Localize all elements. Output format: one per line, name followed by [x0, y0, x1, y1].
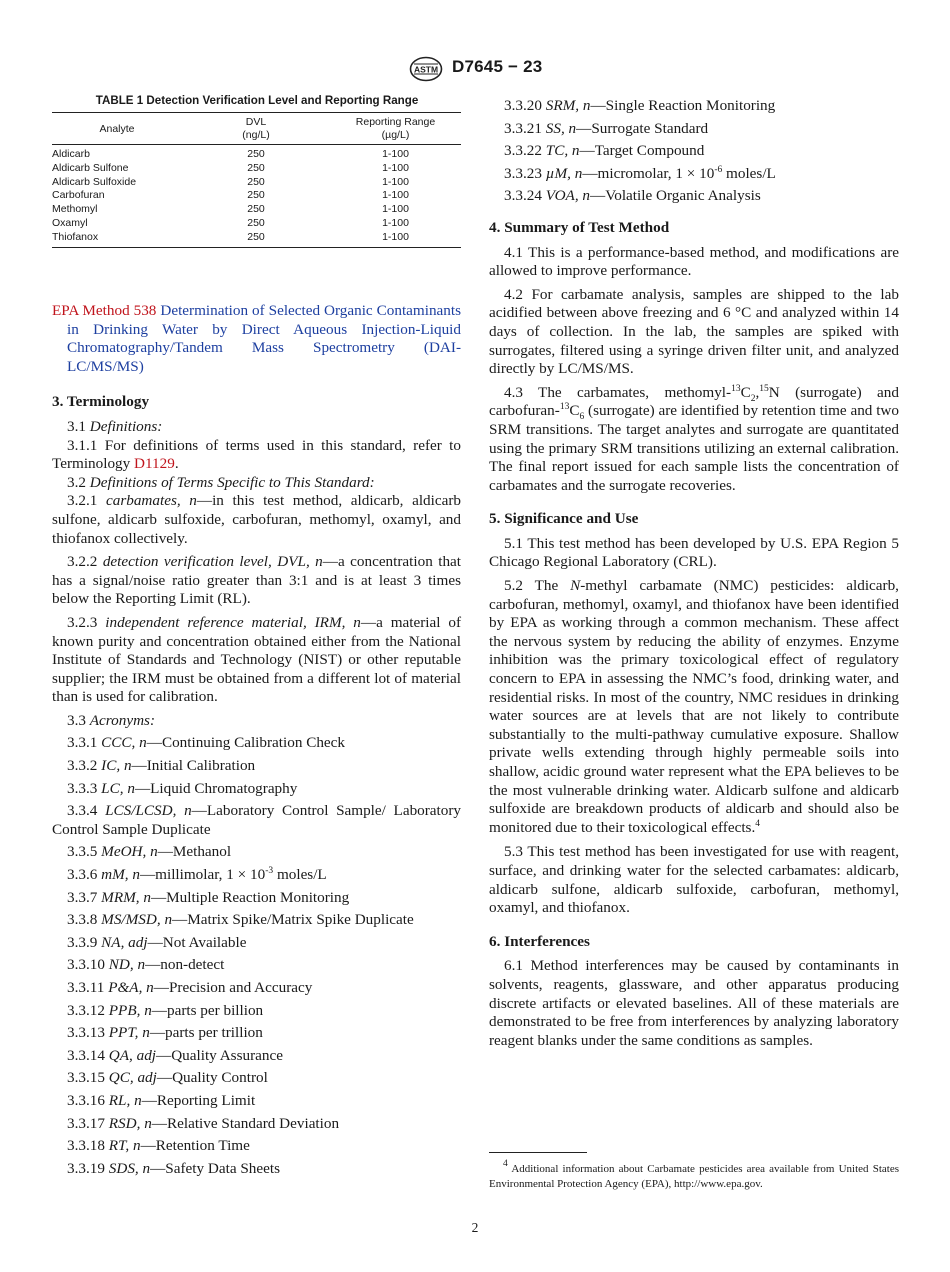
- acronym-term: LCS/LCSD, n: [105, 802, 192, 820]
- definition-text: —a material of known purity and concentration obtained either from the National Institute of Standards and Technology (NIST) or other reputable supplier; the IRM must be obtained from a different lot of material than is used for calibration.: [52, 613, 461, 706]
- acronym-text: —Relative Standard Deviation: [151, 1114, 340, 1132]
- document-id: D7645 − 23: [452, 57, 543, 76]
- para-4-3-part-d: N (surrogate) and carbofuran-: [489, 383, 899, 420]
- header-dvl-label: DVL: [245, 116, 267, 128]
- acronym-term: PPT, n: [108, 1024, 150, 1042]
- acronym-text: —Reporting Limit: [141, 1091, 256, 1109]
- acronym-term: mM, n: [101, 866, 140, 884]
- acronym-3-3-14: [52, 1047, 461, 1066]
- acronym-unit: moles/L: [273, 866, 327, 884]
- acronym-num: 3.3.20: [504, 97, 542, 114]
- isotope-sup-1: 13: [731, 383, 741, 394]
- acronym-3-3-20: [489, 97, 899, 116]
- para-3-3: [52, 712, 461, 731]
- cell-range: 1-100: [382, 175, 409, 188]
- isotope-sub-1: 2: [750, 393, 756, 404]
- acronym-num: 3.3.23: [504, 164, 542, 182]
- acronym-num: 3.3.8: [67, 911, 98, 929]
- acronym-3-3-21: [489, 120, 899, 139]
- acronym-term: RT, n: [108, 1137, 141, 1155]
- acronym-term: SDS, n: [108, 1159, 151, 1177]
- para-3-3-label: Acronyms:: [89, 711, 156, 729]
- para-3-1-1: 3.1.1 For definitions of terms used in this standard, refer to Terminology D1129.: [52, 436, 461, 473]
- acronyms-list-right: [489, 97, 899, 206]
- acronym-exponent: -3: [265, 866, 274, 877]
- acronym-text: —Continuing Calibration Check: [146, 734, 346, 752]
- acronym-text: —Target Compound: [579, 142, 705, 160]
- acronym-text: —Laboratory Control Sample/ Laboratory Control Sample Duplicate: [52, 802, 462, 838]
- para-3-1-num: 3.1: [67, 417, 86, 435]
- acronym-term: LC, n: [101, 779, 135, 797]
- acronym-text: —millimolar, 1 × 10: [139, 866, 266, 884]
- footnote-4: [489, 1159, 899, 1192]
- table-row: [52, 203, 461, 217]
- acronym-text: —Multiple Reaction Monitoring: [150, 888, 350, 906]
- acronym-unit: moles/L: [722, 164, 776, 182]
- acronym-term: QA, adj: [108, 1046, 157, 1064]
- table-header-row: [52, 113, 461, 145]
- definition-term: independent reference material, IRM, n: [105, 613, 361, 631]
- acronym-text: —non-detect: [145, 956, 225, 974]
- acronym-3-3-7: [52, 889, 461, 908]
- acronym-num: 3.3.24: [504, 187, 542, 205]
- acronym-term: RL, n: [108, 1091, 142, 1109]
- acronym-text: —parts per trillion: [149, 1024, 263, 1042]
- para-3-1: [52, 418, 461, 437]
- table-row: [52, 217, 461, 231]
- para-3-1-label: Definitions:: [89, 417, 163, 435]
- acronym-num: 3.3.10: [67, 956, 105, 974]
- reference-entry: [52, 302, 461, 376]
- acronym-3-3-11: [52, 979, 461, 998]
- acronym-term: P&A, n: [108, 979, 154, 996]
- acronym-term: VOA, n: [545, 187, 591, 205]
- acronym-term: PPB, n: [108, 1001, 152, 1019]
- table-row: [52, 231, 461, 247]
- acronym-term: ND, n: [108, 956, 146, 974]
- acronym-term: µM, n: [545, 164, 583, 182]
- reference-title-link[interactable]: Determination of Selected Organic Contaminants in Drinking Water by Direct Aqueous Injection-Liquid Chromatography/Tandem Mass Spectrometry (DAI-LC/MS/MS): [67, 302, 461, 375]
- acronym-3-3-15: [52, 1069, 461, 1088]
- isotope-sup-3: 13: [559, 402, 570, 413]
- acronym-num: 3.3.4: [67, 802, 98, 820]
- acronym-3-3-18: [52, 1137, 461, 1156]
- acronym-num: 3.3.6: [67, 866, 98, 884]
- right-column: [489, 93, 899, 1050]
- para-6-1: 6.1 Method interferences may be caused by contaminants in solvents, reagents, glassware, and other apparatus producing discrete artifacts or elevated baselines. All of these materials are demonstrated to be free from interferences by analyzing laboratory reagent blanks under the same conditions as samples.: [489, 957, 899, 1049]
- table-row: [52, 176, 461, 190]
- cell-range: 1-100: [382, 216, 409, 229]
- para-3-2-label: Definitions of Terms Specific to This Standard:: [89, 473, 375, 491]
- definition-3-2-2: [52, 553, 461, 609]
- table-body: [52, 145, 461, 248]
- definition-text: —in this test method, aldicarb, aldicarb sulfone, aldicarb sulfoxide, carbofuran, methomyl, oxamyl, and thiofanox collectively.: [52, 492, 462, 547]
- cell-range: 1-100: [382, 161, 409, 174]
- acronym-3-3-4: [52, 802, 461, 839]
- definition-term: carbamates, n: [106, 492, 197, 510]
- para-4-1: 4.1 This is a performance-based method, and modifications are allowed to improve performance.: [489, 243, 899, 280]
- acronym-text: —Quality Assurance: [156, 1046, 283, 1064]
- table-row: [52, 189, 461, 203]
- acronym-num: 3.3.5: [67, 843, 98, 861]
- acronym-text: —Not Available: [147, 933, 247, 951]
- cell-analyte: Oxamyl: [52, 216, 88, 229]
- acronym-3-3-5: [52, 843, 461, 862]
- detection-table: [52, 112, 461, 248]
- acronym-3-3-9: [52, 934, 461, 953]
- definition-3-2-1: [52, 492, 461, 548]
- header-range: [330, 113, 461, 145]
- cell-dvl: 250: [247, 216, 265, 229]
- para-3-3-num: 3.3: [67, 711, 86, 729]
- header-range-label: Reporting Range: [355, 116, 436, 128]
- definition-3-2-3: [52, 614, 461, 707]
- acronym-exponent: -6: [714, 164, 723, 175]
- acronym-term: MRM, n: [101, 888, 151, 906]
- para-5-2-part-a: 5.2 The: [504, 577, 571, 595]
- acronym-num: 3.3.18: [67, 1137, 105, 1155]
- acronym-3-3-13: [52, 1024, 461, 1043]
- acronym-term: MS/MSD, n: [101, 911, 173, 929]
- table-1-block: [52, 94, 462, 248]
- definition-term: detection verification level, DVL, n: [102, 553, 323, 571]
- acronym-3-3-3: [52, 780, 461, 799]
- para-4-3-part-c: ,: [755, 383, 760, 401]
- para-4-3-part-e: C: [569, 402, 580, 420]
- left-column: [52, 302, 461, 1178]
- cell-dvl: 250: [247, 175, 265, 188]
- astm-logo-icon: [409, 56, 443, 82]
- cell-range: 1-100: [382, 148, 409, 160]
- acronym-num: 3.3.1: [67, 734, 98, 752]
- acronym-text: —Matrix Spike/Matrix Spike Duplicate: [172, 911, 414, 929]
- cell-analyte: Aldicarb Sulfone: [52, 161, 129, 174]
- acronym-term: QC, adj: [108, 1069, 157, 1087]
- footnote-divider: [489, 1152, 587, 1153]
- acronym-num: 3.3.12: [67, 1001, 105, 1019]
- acronym-num: 3.3.17: [67, 1114, 105, 1132]
- para-4-3-part-f: (surrogate) are identified by retention time and two SRM transitions. The target analytes and surrogate are quantitated using the primary SRM transitions utilizing an external calibration. The final report issued for each sample lists the concentration of carbamates and the surrogate recoveries.: [489, 402, 899, 494]
- acronym-num: 3.3.16: [67, 1091, 105, 1109]
- header-dvl: [182, 113, 330, 145]
- cell-dvl: 250: [247, 148, 265, 160]
- footnote-ref-4[interactable]: 4: [755, 818, 761, 829]
- definition-text: —a concentration that has a signal/noise ratio greater than 3:1 and is at least 3 times below the Reporting Limit (RL).: [52, 553, 462, 608]
- page-number: 2: [471, 1220, 479, 1235]
- cell-range: 1-100: [382, 230, 409, 243]
- footnote-text: Additional information about Carbamate pesticides area available from United States Environmental Protection Agency (EPA), http://www.epa.gov.: [489, 1163, 899, 1190]
- cell-range: 1-100: [382, 203, 409, 216]
- header-range-unit: (µg/L): [381, 129, 410, 141]
- definitions-list: [52, 492, 461, 707]
- para-4-3-part-a: 4.3 The carbamates, methomyl-: [504, 383, 732, 401]
- acronym-text: —Volatile Organic Analysis: [590, 187, 761, 205]
- cell-range: 1-100: [382, 189, 409, 202]
- cell-dvl: 250: [247, 161, 265, 174]
- acronym-term: CCC, n: [101, 734, 147, 752]
- page-header: [0, 56, 950, 82]
- acronym-num: 3.3.21: [504, 119, 542, 137]
- definition-num: 3.2.1: [67, 492, 98, 510]
- isotope-sub-2: 6: [579, 412, 585, 423]
- section-6-heading: 6. Interferences: [489, 932, 590, 950]
- acronym-3-3-2: [52, 757, 461, 776]
- acronym-text: —micromolar, 1 × 10: [582, 164, 715, 182]
- acronym-text: —Safety Data Sheets: [150, 1159, 281, 1177]
- cell-analyte: Aldicarb Sulfoxide: [52, 175, 137, 188]
- acronym-3-3-19: [52, 1160, 461, 1179]
- header-analyte: Analyte: [99, 122, 135, 135]
- acronym-num: 3.3.22: [504, 142, 542, 160]
- cell-analyte: Aldicarb: [52, 148, 90, 160]
- cell-analyte: Methomyl: [52, 203, 98, 216]
- d1129-link[interactable]: D1129: [134, 455, 175, 473]
- acronym-num: 3.3.14: [67, 1046, 105, 1064]
- acronym-3-3-10: [52, 956, 461, 975]
- para-4-3-part-b: C: [740, 383, 751, 401]
- acronym-term: SS, n: [545, 119, 577, 137]
- astm-logo-text: ASTM: [413, 64, 439, 75]
- para-5-2-part-b: -methyl carbamate (NMC) pesticides: aldicarb, carbofuran, methomyl, oxamyl, and thiofanox have been identified by EPA as working through a common mechanism. These affect the nervous system by reducing the ability of enzymes. Enzyme inhibition was the primary toxicological effect of regulatory concern to EPA in assessing the NMC’s food, drinking water, and residential risks. In most of the country, NMC residues in drinking water sources are at levels that are not likely to contribute substantially to the multi-pathway cumulative exposure. Shallow private wells extending through highly permeable soils into shallow, acidic ground water represent what the EPA believes to be the most vulnerable drinking water. Aldicarb sulfone and aldicarb sulfoxide are breakdown products of aldicarb and should also be monitored due to their toxicological effects.: [489, 577, 899, 836]
- acronym-num: 3.3.19: [67, 1159, 105, 1177]
- acronym-term: NA, adj: [101, 933, 148, 951]
- cell-dvl: 250: [247, 230, 265, 243]
- acronym-num: 3.3.7: [67, 888, 98, 906]
- para-5-2-italic: N: [570, 577, 581, 595]
- acronym-term: RSD, n: [108, 1114, 152, 1132]
- acronym-text: —Initial Calibration: [131, 757, 256, 775]
- acronym-3-3-1: [52, 734, 461, 753]
- table-title: TABLE 1 Detection Verification Level and Reporting Range: [95, 94, 419, 107]
- acronym-text: —Surrogate Standard: [576, 119, 709, 137]
- acronym-text: —Single Reaction Monitoring: [590, 97, 776, 114]
- table-row: [52, 162, 461, 176]
- cell-analyte: Carbofuran: [52, 189, 105, 202]
- acronym-term: SRM, n: [545, 97, 591, 114]
- acronym-num: 3.3.13: [67, 1024, 105, 1042]
- acronym-text: —Precision and Accuracy: [153, 979, 313, 996]
- para-4-2: 4.2 For carbamate analysis, samples are shipped to the lab acidified between above freezing and 6 °C and analyzed within 14 days of collection. In the lab, the samples are spiked with surrogates, filtered using a syringe driven filter unit, and analyzed directly by LC/MS/MS.: [489, 285, 899, 378]
- acronyms-list-left: [52, 734, 461, 1178]
- acronym-text: —Methanol: [157, 843, 232, 861]
- acronym-text: —Quality Control: [156, 1069, 268, 1087]
- section-4-heading: 4. Summary of Test Method: [489, 218, 670, 236]
- acronym-term: IC, n: [101, 757, 132, 775]
- acronym-num: 3.3.11: [67, 979, 105, 996]
- section-5-heading: 5. Significance and Use: [489, 510, 639, 528]
- cell-dvl: 250: [247, 203, 265, 216]
- section-3-heading: 3. Terminology: [52, 393, 150, 411]
- acronym-num: 3.3.15: [67, 1069, 105, 1087]
- footnote-mark: 4: [503, 1159, 508, 1169]
- para-3-2-num: 3.2: [67, 473, 86, 491]
- definition-num: 3.2.3: [67, 613, 98, 631]
- isotope-sup-2: 15: [759, 383, 769, 394]
- cell-analyte: Thiofanox: [52, 230, 99, 243]
- acronym-3-3-24: [489, 187, 899, 206]
- reference-code-link[interactable]: EPA Method 538: [52, 302, 157, 319]
- cell-dvl: 250: [247, 189, 265, 202]
- acronym-3-3-16: [52, 1092, 461, 1111]
- acronym-text: —parts per billion: [151, 1001, 264, 1019]
- definition-num: 3.2.2: [67, 553, 98, 571]
- acronym-3-3-22: [489, 142, 899, 161]
- table-row: [52, 145, 461, 162]
- acronym-3-3-6: [52, 866, 461, 885]
- acronym-3-3-8: [52, 911, 461, 930]
- acronym-num: 3.3.2: [67, 757, 98, 775]
- para-5-1: 5.1 This test method has been developed by U.S. EPA Region 5 Chicago Regional Laboratory (CRL).: [489, 534, 899, 571]
- para-5-3: 5.3 This test method has been investigated for use with reagent, surface, and drinking water for the selected carbamates: aldicarb, aldicarb sulfone, aldicarb sulfoxide, carbofuran, methomyl, oxamyl, and thiofanox.: [489, 843, 899, 917]
- acronym-3-3-12: [52, 1002, 461, 1021]
- acronym-3-3-23: [489, 165, 899, 184]
- acronym-num: 3.3.3: [67, 779, 98, 797]
- acronym-text: —Liquid Chromatography: [134, 779, 298, 797]
- para-3-2: [52, 474, 461, 493]
- para-4-3: [489, 384, 899, 496]
- acronym-num: 3.3.9: [67, 933, 98, 951]
- acronym-term: MeOH, n: [101, 843, 158, 861]
- para-5-2: [489, 577, 899, 837]
- header-dvl-unit: (ng/L): [242, 129, 270, 141]
- para-3-1-1-text: 3.1.1 For definitions of terms used in this standard, refer to Terminology: [52, 436, 461, 473]
- acronym-text: —Retention Time: [140, 1137, 250, 1155]
- acronym-term: TC, n: [545, 142, 580, 160]
- acronym-3-3-17: [52, 1115, 461, 1134]
